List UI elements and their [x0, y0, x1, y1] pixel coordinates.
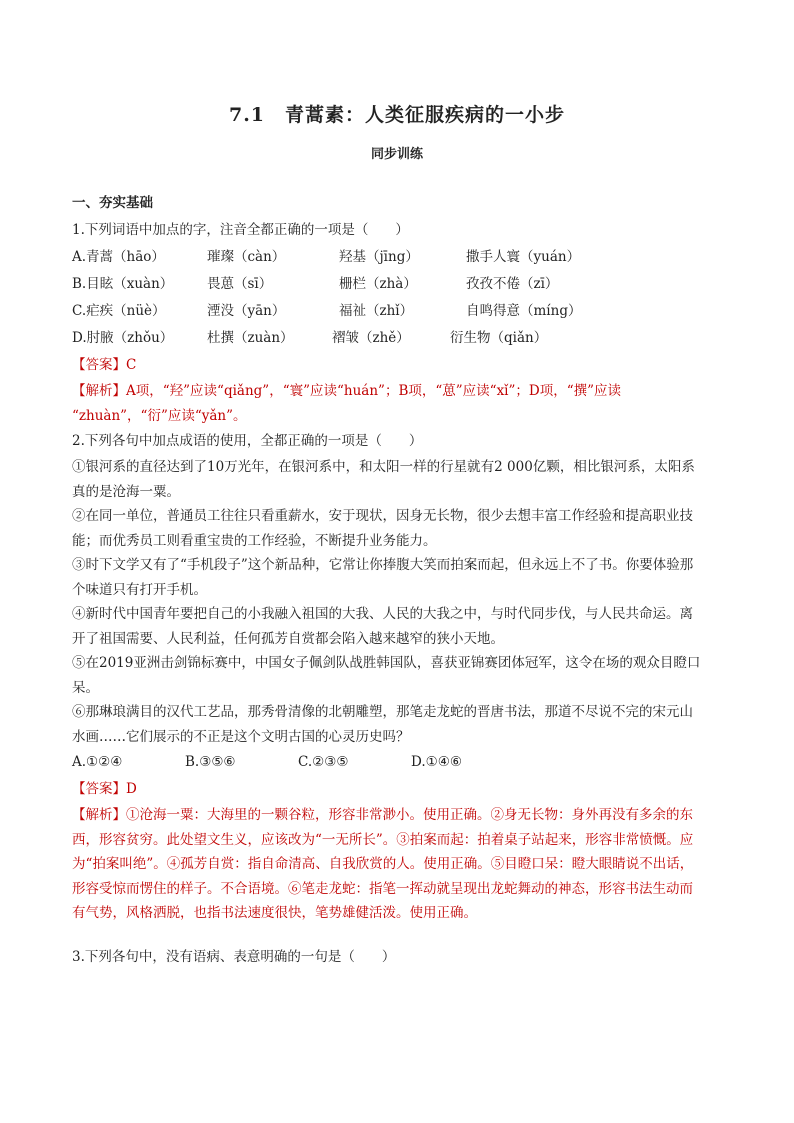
option-d: D.①④⑥: [411, 754, 462, 770]
question-1-option-c: [72, 298, 732, 325]
option-word: 衍生物（qiǎn）: [450, 330, 548, 346]
option-word: B.目眩（xuàn）: [72, 276, 174, 292]
option-word: 福祉（zhǐ）: [339, 303, 414, 319]
option-word: 褶皱（zhě）: [332, 330, 410, 346]
sentence-line: 能；而优秀员工则看重宝贵的工作经验，不断提升业务能力。: [72, 532, 437, 549]
question-1-option-a: [72, 244, 732, 271]
option-b: B.③⑤⑥: [185, 754, 236, 770]
page-title: 7.1 青蒿素：人类征服疾病的一小步: [228, 104, 566, 126]
sentence-line: ⑥那琳琅满目的汉代工艺品，那秀骨清像的北朝雕塑，那笔走龙蛇的晋唐书法，那道不尽说不完的宋元山: [72, 704, 693, 720]
option-word: C.疟疾（nüè）: [72, 303, 166, 319]
analysis-line: [72, 379, 732, 404]
question-1-answer: [72, 352, 732, 379]
option-word: 撒手人寰（yuán）: [466, 249, 581, 265]
option-word: 璀璨（càn）: [207, 249, 286, 265]
question-2-answer: [72, 776, 732, 803]
option-word: 湮没（yān）: [207, 303, 286, 319]
sentence-line: ②在同一单位，普通员工往往只看重薪水，安于现状，因身无长物，很少去想丰富工作经验和提高职业技: [72, 508, 693, 524]
sentence-line: 真的是沧海一粟。: [72, 483, 180, 500]
question-1-option-d: [72, 325, 732, 352]
analysis-label: 【解析】: [72, 807, 126, 823]
analysis-line: 形容受惊而愣住的样子。不合语境。⑥笔走龙蛇：指笔一挥动就呈现出龙蛇舞动的神态，形容书法生动而: [72, 880, 693, 897]
question-1-analysis: [72, 379, 732, 428]
option-word: 羟基（jīng）: [339, 249, 419, 265]
sentence-line: ③时下文学又有了“手机段子”这个新品种，它常让你捧腹大笑而拍案而起，但永远上不了书。你要体验那: [72, 557, 694, 573]
option-c: C.②③⑤: [298, 754, 349, 770]
sentence-line: ①银河系的直径达到了10万光年，在银河系中，和太阳一样的行星就有2 000亿颗，相比银河系，太阳系: [72, 459, 695, 475]
option-word: 杜撰（zuàn）: [207, 330, 294, 346]
option-word: 栅栏（zhà）: [339, 276, 417, 292]
analysis-label: 【解析】: [72, 383, 126, 399]
question-1-stem: 1.下列词语中加点的字，注音全都正确的一项是（ ）: [72, 222, 409, 238]
analysis-line: [72, 803, 732, 828]
analysis-line: 西，形容贫穷。此处望文生义，应该改为“一无所长”。③拍案而起：拍着桌子站起来，形容非常愤慨。应: [72, 831, 694, 848]
analysis-line: “zhuàn”，“衍”应读“yǎn”。: [72, 407, 247, 424]
question-3-stem: 3.下列各句中，没有语病、表意明确的一句是（ ）: [72, 948, 396, 965]
question-2-options: [72, 749, 732, 776]
sentence-line: ④新时代中国青年要把自己的小我融入祖国的大我、人民的大我之中，与时代同步伐，与人民共命运。离: [72, 606, 693, 622]
question-2-analysis: [72, 803, 732, 926]
sentence-line: 水画……它们展示的不正是这个文明古国的心灵历史吗？: [72, 728, 410, 745]
sentence-line: 个味道只有打开手机。: [72, 581, 207, 598]
option-word: A.青蒿（hāo）: [72, 249, 165, 265]
analysis-text: A项，“羟”应读“qiǎng”，“寰”应读“huán”；B项，“葸”应读“xǐ”；D项，“撰”应读: [126, 383, 622, 399]
answer-value: C: [126, 357, 137, 373]
option-word: 孜孜不倦（zī）: [466, 276, 559, 292]
option-word: 畏葸（sī）: [207, 276, 273, 292]
section-heading: 一、夯实基础: [72, 195, 153, 211]
document-body: [72, 190, 732, 971]
option-word: 自鸣得意（míng）: [466, 303, 582, 319]
page-subtitle: 同步训练: [370, 147, 423, 162]
answer-value: D: [126, 781, 137, 797]
question-2-sentences: [72, 455, 732, 749]
sentence-line: 开了祖国需要、人民利益，任何孤芳自赏都会陷入越来越窄的狭小天地。: [72, 630, 504, 647]
option-a: A.①②④: [72, 754, 123, 770]
analysis-line: 为“拍案叫绝”。④孤芳自赏：指自命清高、自我欣赏的人。使用正确。⑤目瞪口呆：瞪大眼睛说不出话，: [72, 856, 694, 872]
spacer: [72, 926, 732, 944]
analysis-text: ①沧海一粟：大海里的一颗谷粒，形容非常渺小。使用正确。②身无长物：身外再没有多余的东: [126, 807, 693, 823]
answer-label: 【答案】: [72, 781, 126, 797]
sentence-line: ⑤在2019亚洲击剑锦标赛中，中国女子佩剑队战胜韩国队，喜获亚锦赛团体冠军，这令在场的观众目瞪口: [72, 655, 701, 671]
option-word: D.肘腋（zhǒu）: [72, 330, 174, 346]
sentence-line: 呆。: [72, 679, 99, 696]
question-1-option-b: [72, 271, 732, 298]
question-2-stem: 2.下列各句中加点成语的使用，全都正确的一项是（ ）: [72, 433, 423, 449]
analysis-line: 有气势，风格洒脱，也指书法速度很快，笔势雄健活泼。使用正确。: [72, 905, 477, 921]
answer-label: 【答案】: [72, 357, 126, 373]
